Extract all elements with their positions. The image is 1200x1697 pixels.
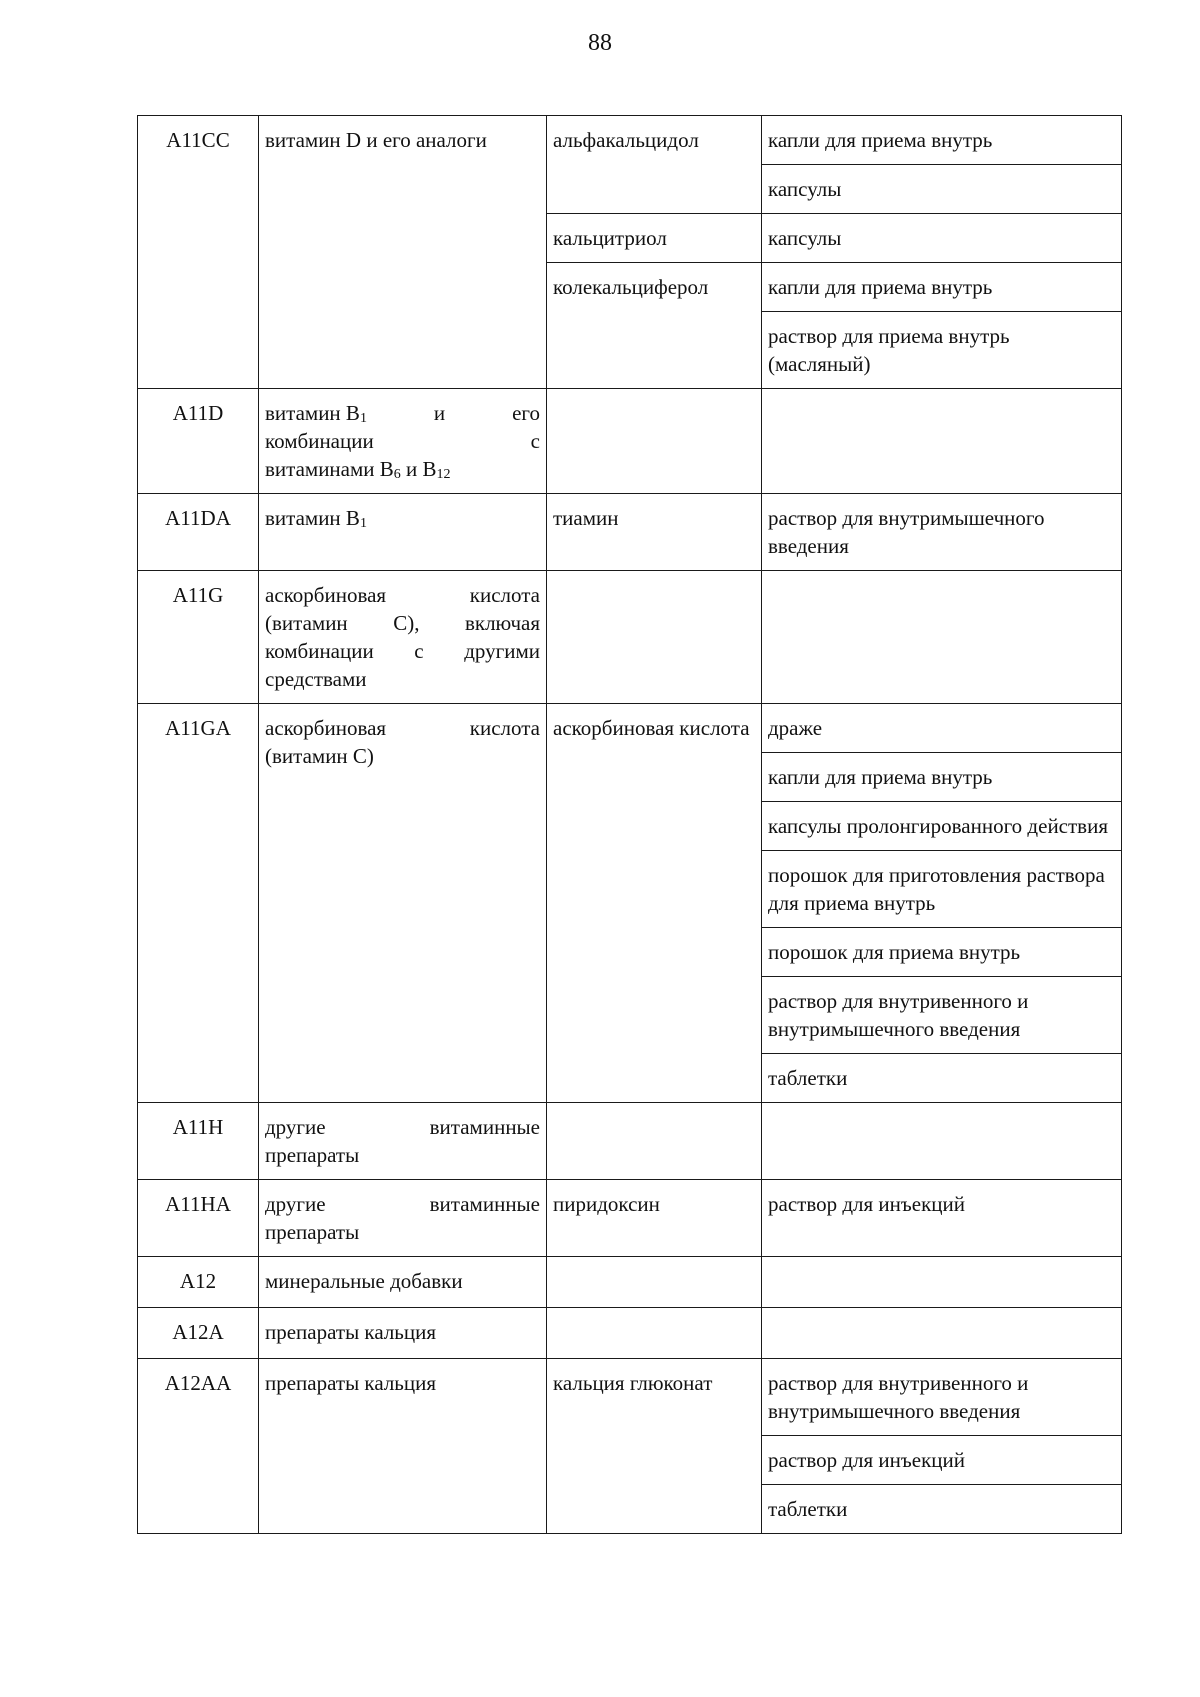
dosage-form-cell: капсулы bbox=[762, 165, 1122, 214]
drug-name-cell bbox=[547, 389, 762, 494]
group-name-cell: препараты кальция bbox=[259, 1359, 547, 1534]
group-name-cell: витамин $В_1$ и его комбинации с витаминами $В_6$ и $В_{12}$ bbox=[259, 389, 547, 494]
table-row bbox=[138, 1359, 1122, 1436]
dosage-form-cell: капли для приема внутрь bbox=[762, 116, 1122, 165]
drug-name-cell: аскорбиновая кислота bbox=[547, 704, 762, 1103]
table-row bbox=[138, 571, 1122, 704]
atc-code-cell: A11GA bbox=[138, 704, 259, 1103]
dosage-form-cell: раствор для инъекций bbox=[762, 1180, 1122, 1257]
table-row bbox=[138, 1257, 1122, 1308]
dosage-form-cell bbox=[762, 1103, 1122, 1180]
dosage-form-cell bbox=[762, 389, 1122, 494]
dosage-form-cell bbox=[762, 571, 1122, 704]
atc-code-cell: A11G bbox=[138, 571, 259, 704]
dosage-form-cell: раствор для внутривенного и внутримышечного введения bbox=[762, 1359, 1122, 1436]
drug-name-cell: пиридоксин bbox=[547, 1180, 762, 1257]
table-row bbox=[138, 494, 1122, 571]
drug-name-cell: кальцитриол bbox=[547, 214, 762, 263]
dosage-form-cell: капсулы bbox=[762, 214, 1122, 263]
dosage-form-cell: капсулы пролонгированного действия bbox=[762, 802, 1122, 851]
dosage-form-cell: капли для приема внутрь bbox=[762, 753, 1122, 802]
atc-code-cell: A12 bbox=[138, 1257, 259, 1308]
drug-name-cell bbox=[547, 571, 762, 704]
atc-code-cell: A12AA bbox=[138, 1359, 259, 1534]
dosage-form-cell bbox=[762, 1257, 1122, 1308]
page-number: 88 bbox=[588, 30, 612, 56]
drug-name-cell bbox=[547, 1103, 762, 1180]
table-row bbox=[138, 1180, 1122, 1257]
dosage-form-cell: раствор для внутримышечного введения bbox=[762, 494, 1122, 571]
drug-name-cell: кальция глюконат bbox=[547, 1359, 762, 1534]
atc-code-cell: A11DA bbox=[138, 494, 259, 571]
drug-name-cell: колекальциферол bbox=[547, 263, 762, 389]
dosage-form-cell: раствор для приема внутрь (масляный) bbox=[762, 312, 1122, 389]
drug-list-table bbox=[137, 115, 1122, 1534]
group-name-cell: витамин $В_1$ bbox=[259, 494, 547, 571]
group-name-cell: аскорбиновая кислота (витамин С) bbox=[259, 704, 547, 1103]
drug-name-cell: альфакальцидол bbox=[547, 116, 762, 214]
dosage-form-cell bbox=[762, 1308, 1122, 1359]
dosage-form-cell: таблетки bbox=[762, 1485, 1122, 1534]
table-row bbox=[138, 704, 1122, 753]
table-row bbox=[138, 1308, 1122, 1359]
table-row bbox=[138, 389, 1122, 494]
dosage-form-cell: раствор для внутривенного и внутримышечного введения bbox=[762, 977, 1122, 1054]
dosage-form-cell: капли для приема внутрь bbox=[762, 263, 1122, 312]
drug-name-cell: тиамин bbox=[547, 494, 762, 571]
dosage-form-cell: драже bbox=[762, 704, 1122, 753]
atc-code-cell: A11H bbox=[138, 1103, 259, 1180]
atc-code-cell: A12A bbox=[138, 1308, 259, 1359]
group-name-cell: другие витаминные препараты bbox=[259, 1180, 547, 1257]
atc-code-cell: A11CC bbox=[138, 116, 259, 389]
group-name-cell: минеральные добавки bbox=[259, 1257, 547, 1308]
group-name-cell: другие витаминные препараты bbox=[259, 1103, 547, 1180]
drug-name-cell bbox=[547, 1308, 762, 1359]
dosage-form-cell: порошок для приготовления раствора для приема внутрь bbox=[762, 851, 1122, 928]
group-name-cell: аскорбиновая кислота (витамин С), включая комбинации с другими средствами bbox=[259, 571, 547, 704]
dosage-form-cell: порошок для приема внутрь bbox=[762, 928, 1122, 977]
dosage-form-cell: таблетки bbox=[762, 1054, 1122, 1103]
group-name-cell: витамин D и его аналоги bbox=[259, 116, 547, 389]
atc-code-cell: A11HA bbox=[138, 1180, 259, 1257]
dosage-form-cell: раствор для инъекций bbox=[762, 1436, 1122, 1485]
table-row bbox=[138, 1103, 1122, 1180]
group-name-cell: препараты кальция bbox=[259, 1308, 547, 1359]
atc-code-cell: A11D bbox=[138, 389, 259, 494]
table-row bbox=[138, 116, 1122, 165]
drug-name-cell bbox=[547, 1257, 762, 1308]
